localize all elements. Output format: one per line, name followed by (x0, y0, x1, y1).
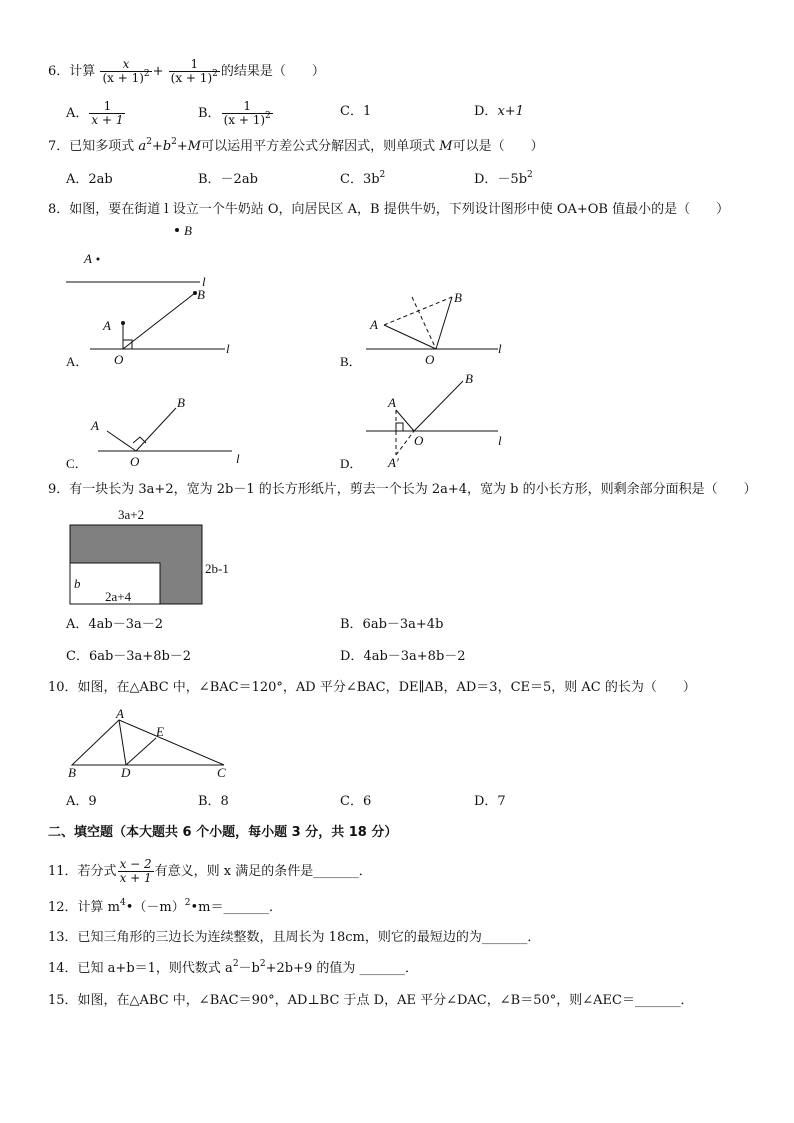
q10-label-e: E (156, 724, 164, 739)
q7-stem: 7．已知多项式 $a^2+b^2+M$可以运用平方差公式分解因式，则单项式 M可以是（ ） (48, 137, 544, 154)
q10-option-c: C．6 (340, 794, 372, 809)
q8c-segment-ob (136, 408, 176, 451)
q9-label-length: 3a+2 (118, 507, 145, 522)
q6-fraction-2: $\frac{1}{(x + 1)^2}$ (170, 57, 218, 85)
q6-fraction-1: $\frac{x}{(x + 1)^2}$ (102, 57, 150, 85)
q9-option-b: B．6ab－3a+4b (340, 617, 444, 632)
q8d-label-a: A (388, 395, 396, 410)
q6-option-d: D．x+1 (474, 104, 524, 119)
q8-stem: 8．如图，要在街道 l 设立一个牛奶站 O，向居民区 A，B 提供牛奶，下列设计图形中使 OA+OB 值最小的是（ ） (48, 202, 730, 217)
section-2-heading: 二、填空题（本大题共 6 个小题，每小题 3 分，共 18 分） (48, 825, 398, 840)
q10-figure (0, 700, 794, 790)
q9-figure (0, 500, 794, 610)
q8b-label-o: O (425, 352, 435, 367)
q9-label-inner-h: b (74, 576, 81, 591)
q8b-segment-ao (384, 325, 436, 349)
q6-option-c: C．1 (340, 104, 372, 119)
q8d-right-angle (396, 423, 403, 431)
q8c-segment-ao (107, 431, 136, 451)
q8-option-d-label: D． (340, 456, 363, 471)
q7-option-c: C．$3b^2$ (340, 170, 386, 187)
q8-point-a-top (97, 258, 100, 261)
q7-option-d: D．$-5b^2$ (474, 170, 533, 187)
q7-option-a: A．2ab (66, 172, 113, 187)
q10-triangle-abc (72, 720, 224, 765)
q9-label-inner-w: 2a+4 (105, 589, 132, 604)
q10-segment-de (126, 738, 156, 765)
q8d-reflection (396, 431, 414, 455)
q9-option-c: C．6ab－3a+8b－2 (66, 649, 192, 664)
q8a-segment-ob (123, 293, 195, 349)
q8a-label-a: A (103, 318, 111, 333)
q8-point-b-top (175, 228, 179, 232)
q6-stem: 6．计算 $\frac{x}{(x + 1)^2}$ + $\frac{1}{(x + 1)^2}$ 的结果是（ ） (48, 57, 325, 85)
q8d-label-o: O (414, 433, 424, 448)
q8d-label-l: l (498, 433, 502, 448)
q9-label-width: 2b-1 (205, 561, 229, 576)
q8d-segment-ao (396, 410, 414, 431)
q8d-segment-ob (414, 381, 463, 431)
q10-label-a: A (116, 706, 124, 721)
q8-label-b-top: B (184, 223, 192, 238)
q8a-label-l: l (226, 341, 230, 356)
q10-option-d: D．7 (474, 794, 506, 809)
q9-option-d: D．4ab－3a+8b－2 (340, 649, 466, 664)
q8b-segment-ob (436, 297, 452, 349)
q8d-label-b: B (465, 371, 473, 386)
q9-stem: 9．有一块长为 3a+2，宽为 2b－1 的长方形纸片，剪去一个长为 2a+4，宽为 b 的小长方形，则剩余部分面积是（ ） (48, 482, 757, 497)
q10-segment-ad (119, 720, 126, 765)
q10-option-b: B．8 (198, 794, 229, 809)
q8-option-a-label: A． (66, 354, 89, 369)
q8c-label-l: l (236, 451, 240, 466)
q10-stem: 10．如图，在△ABC 中，∠BAC＝120°，AD 平分∠BAC，DE∥AB，AD＝3，CE＝5，则 AC 的长为（ ） (48, 680, 696, 695)
q8c-label-o: O (130, 454, 140, 469)
q8-label-a-top: A (84, 251, 92, 266)
q8c-label-a: A (91, 418, 99, 433)
q8b-label-l: l (498, 341, 502, 356)
q12-stem: 12．计算 $m^4•(-m)^2•m=\_\_\_\_\_\_\_$． (48, 898, 282, 915)
q15-stem: 15．如图，在△ABC 中，∠BAC＝90°，AD⊥BC 于点 D，AE 平分∠DAC，∠B＝50°，则∠AEC＝_______． (48, 993, 694, 1008)
q10-label-c: C (217, 765, 226, 780)
q10-label-d: D (121, 765, 131, 780)
q8-option-c-label: C． (66, 456, 88, 471)
q13-stem: 13．已知三角形的三边长为连续整数，且周长为 18cm，则它的最短边的为_______． (48, 930, 541, 945)
q10-label-b: B (68, 765, 76, 780)
q8b-label-b: B (454, 290, 462, 305)
q8c-label-b: B (177, 395, 185, 410)
q7-option-b: B．－2ab (198, 172, 258, 187)
q6-option-b: B． $\frac{1}{(x + 1)^2}$ (198, 99, 271, 127)
q8d-label-a-prime: A′ (388, 455, 399, 470)
q8a-label-b: B (197, 287, 205, 302)
q10-option-a: A．9 (66, 794, 97, 809)
q8b-label-a: A (370, 317, 378, 332)
q8-label-l-top: l (202, 274, 206, 289)
q8-option-b-label: B． (340, 354, 362, 369)
q8a-label-o: O (114, 352, 124, 367)
q8-figures (0, 215, 794, 475)
q14-stem: 14．已知 a+b＝1，则代数式 $a^2-b^2+2b+9$ 的值为 _______． (48, 959, 419, 976)
q11-stem: 11．若分式 $\frac{x - 2}{x + 1}$ 有意义，则 x 满足的条件是_______． (48, 857, 372, 885)
q6-option-a: A． $\frac{1}{x + 1}$ (66, 99, 124, 127)
q9-option-a: A．4ab－3a－2 (66, 617, 164, 632)
q8a-point-a (121, 321, 125, 325)
